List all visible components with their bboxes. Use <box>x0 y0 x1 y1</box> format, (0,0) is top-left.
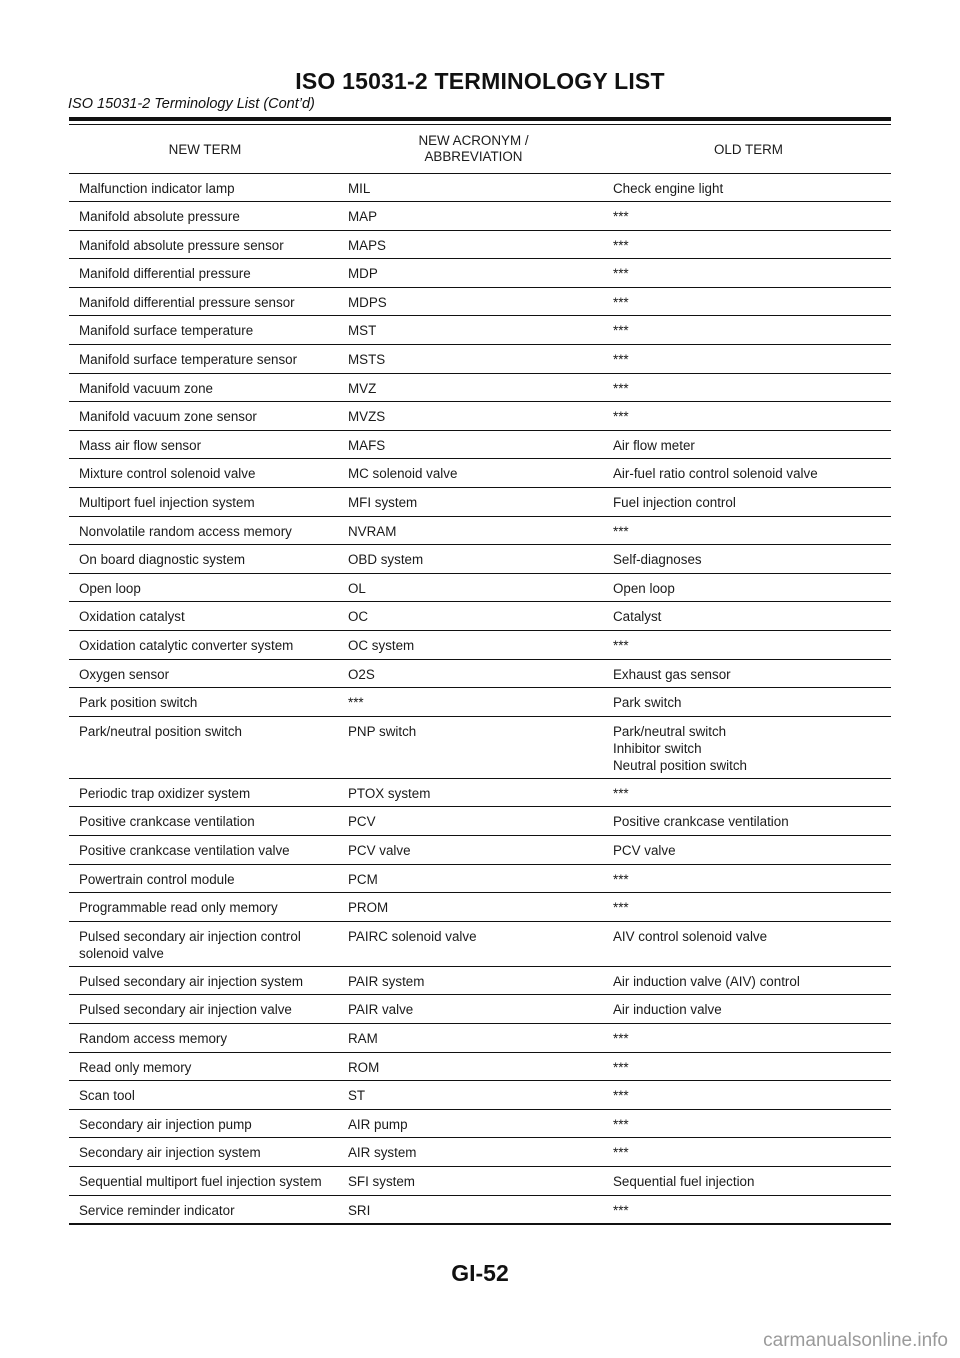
table-row <box>69 893 891 922</box>
cell-old-term: *** <box>606 259 891 288</box>
cell-new-term: Park position switch <box>69 688 341 717</box>
cell-old-term: Air induction valve (AIV) control <box>606 966 891 995</box>
cell-new-acronym: O2S <box>341 659 606 688</box>
cell-old-term: AIV control solenoid valve <box>606 921 891 966</box>
cell-new-acronym: MIL <box>341 173 606 202</box>
cell-new-acronym: OBD system <box>341 545 606 574</box>
table-row <box>69 631 891 660</box>
cell-old-term: *** <box>606 345 891 374</box>
cell-old-term: *** <box>606 202 891 231</box>
cell-new-term: Manifold surface temperature sensor <box>69 345 341 374</box>
cell-new-acronym: OC system <box>341 631 606 660</box>
column-header-old-term: OLD TERM <box>606 126 891 173</box>
cell-new-acronym: SRI <box>341 1195 606 1224</box>
header-rule <box>69 117 891 121</box>
cell-old-term: *** <box>606 402 891 431</box>
cell-new-term: Nonvolatile random access memory <box>69 516 341 545</box>
table-row <box>69 287 891 316</box>
cell-new-acronym: AIR pump <box>341 1109 606 1138</box>
cell-new-term: Multiport fuel injection system <box>69 488 341 517</box>
cell-new-term: Programmable read only memory <box>69 893 341 922</box>
cell-new-acronym: ROM <box>341 1052 606 1081</box>
cell-new-term: Read only memory <box>69 1052 341 1081</box>
cell-old-term: *** <box>606 1023 891 1052</box>
cell-new-term: Positive crankcase ventilation <box>69 807 341 836</box>
cell-new-term: Park/neutral position switch <box>69 716 341 778</box>
watermark: carmanualsonline.info <box>763 1330 948 1351</box>
table-row <box>69 688 891 717</box>
table-row <box>69 835 891 864</box>
cell-new-term: Secondary air injection system <box>69 1138 341 1167</box>
cell-new-term: Manifold differential pressure <box>69 259 341 288</box>
cell-old-term: Catalyst <box>606 602 891 631</box>
cell-old-term: Sequential fuel injection <box>606 1166 891 1195</box>
cell-old-term: *** <box>606 864 891 893</box>
cell-old-term: *** <box>606 631 891 660</box>
cell-new-term: Service reminder indicator <box>69 1195 341 1224</box>
cell-new-acronym: MDPS <box>341 287 606 316</box>
cell-old-term: *** <box>606 778 891 807</box>
table-body <box>69 173 891 1224</box>
cell-new-term: Manifold surface temperature <box>69 316 341 345</box>
table-row <box>69 602 891 631</box>
cell-new-term: Malfunction indicator lamp <box>69 173 341 202</box>
cell-new-acronym: MVZ <box>341 373 606 402</box>
table-row <box>69 1166 891 1195</box>
table-row <box>69 173 891 202</box>
cell-old-term: *** <box>606 1081 891 1110</box>
cell-new-acronym: MC solenoid valve <box>341 459 606 488</box>
cell-new-acronym: PROM <box>341 893 606 922</box>
table-row <box>69 1109 891 1138</box>
cell-old-term: *** <box>606 287 891 316</box>
cell-new-term: Periodic trap oxidizer system <box>69 778 341 807</box>
header-rule-thin <box>69 124 891 125</box>
table-row <box>69 807 891 836</box>
cell-new-term: Pulsed secondary air injection control solenoid valve <box>69 921 341 966</box>
cell-old-term: *** <box>606 516 891 545</box>
cell-old-term: *** <box>606 316 891 345</box>
table-row <box>69 864 891 893</box>
table-row <box>69 459 891 488</box>
cell-new-acronym: RAM <box>341 1023 606 1052</box>
cell-new-acronym: MAFS <box>341 430 606 459</box>
cell-old-term: Air induction valve <box>606 995 891 1024</box>
cell-new-term: Manifold vacuum zone sensor <box>69 402 341 431</box>
cell-new-term: Oxidation catalytic converter system <box>69 631 341 660</box>
cell-new-acronym: PCV <box>341 807 606 836</box>
table-row <box>69 778 891 807</box>
cell-new-term: Manifold absolute pressure sensor <box>69 230 341 259</box>
cell-new-acronym: PCM <box>341 864 606 893</box>
cell-new-term: Secondary air injection pump <box>69 1109 341 1138</box>
table-row <box>69 545 891 574</box>
table-row <box>69 995 891 1024</box>
cell-new-acronym: MAP <box>341 202 606 231</box>
table-row <box>69 921 891 966</box>
page-number: GI-52 <box>451 1260 509 1286</box>
cell-new-acronym: MVZS <box>341 402 606 431</box>
table-row <box>69 316 891 345</box>
table-row <box>69 345 891 374</box>
cell-new-acronym: MST <box>341 316 606 345</box>
table-row <box>69 488 891 517</box>
cell-old-term: *** <box>606 373 891 402</box>
table-row <box>69 573 891 602</box>
cell-new-acronym: MAPS <box>341 230 606 259</box>
cell-old-term: *** <box>606 1195 891 1224</box>
column-header-new-term: NEW TERM <box>69 126 341 173</box>
table-row <box>69 1023 891 1052</box>
cell-new-acronym: *** <box>341 688 606 717</box>
cell-new-term: Open loop <box>69 573 341 602</box>
cell-new-acronym: MFI system <box>341 488 606 517</box>
cell-old-term: PCV valve <box>606 835 891 864</box>
table-row <box>69 202 891 231</box>
table-row <box>69 516 891 545</box>
cell-new-acronym: SFI system <box>341 1166 606 1195</box>
cell-new-term: Positive crankcase ventilation valve <box>69 835 341 864</box>
table-row <box>69 402 891 431</box>
cell-new-term: Pulsed secondary air injection valve <box>69 995 341 1024</box>
table-row <box>69 1138 891 1167</box>
cell-new-acronym: MDP <box>341 259 606 288</box>
cell-new-acronym: PAIR valve <box>341 995 606 1024</box>
cell-new-term: Oxidation catalyst <box>69 602 341 631</box>
cell-old-term: *** <box>606 1052 891 1081</box>
cell-old-term: Open loop <box>606 573 891 602</box>
cell-new-acronym: PCV valve <box>341 835 606 864</box>
cell-old-term: Air flow meter <box>606 430 891 459</box>
cell-new-acronym: PNP switch <box>341 716 606 778</box>
cell-old-term: Park switch <box>606 688 891 717</box>
cell-new-acronym: PTOX system <box>341 778 606 807</box>
cell-old-term: Positive crankcase ventilation <box>606 807 891 836</box>
cell-new-acronym: OL <box>341 573 606 602</box>
cell-old-term: Check engine light <box>606 173 891 202</box>
page-subtitle: ISO 15031-2 Terminology List (Cont’d) <box>68 96 315 112</box>
table-row <box>69 1081 891 1110</box>
table-row <box>69 430 891 459</box>
page-title: ISO 15031-2 TERMINOLOGY LIST <box>295 68 665 94</box>
table-row <box>69 373 891 402</box>
cell-new-term: Oxygen sensor <box>69 659 341 688</box>
table-header <box>69 126 891 173</box>
cell-old-term: Self-diagnoses <box>606 545 891 574</box>
table-row <box>69 230 891 259</box>
cell-old-term: Park/neutral switch Inhibitor switch Neutral position switch <box>606 716 891 778</box>
cell-new-term: Mass air flow sensor <box>69 430 341 459</box>
table-row <box>69 659 891 688</box>
cell-old-term: *** <box>606 893 891 922</box>
cell-new-acronym: ST <box>341 1081 606 1110</box>
cell-new-term: Manifold absolute pressure <box>69 202 341 231</box>
cell-new-term: On board diagnostic system <box>69 545 341 574</box>
cell-old-term: Exhaust gas sensor <box>606 659 891 688</box>
cell-old-term: Air-fuel ratio control solenoid valve <box>606 459 891 488</box>
cell-new-term: Scan tool <box>69 1081 341 1110</box>
cell-new-term: Sequential multiport fuel injection system <box>69 1166 341 1195</box>
cell-old-term: *** <box>606 230 891 259</box>
table-row <box>69 1195 891 1224</box>
cell-new-term: Manifold differential pressure sensor <box>69 287 341 316</box>
cell-old-term: *** <box>606 1109 891 1138</box>
cell-new-acronym: NVRAM <box>341 516 606 545</box>
cell-old-term: *** <box>606 1138 891 1167</box>
column-header-new-acronym: NEW ACRONYM / ABBREVIATION <box>341 126 606 173</box>
table-row <box>69 966 891 995</box>
table-row <box>69 259 891 288</box>
terminology-table <box>69 126 891 1225</box>
cell-new-acronym: PAIR system <box>341 966 606 995</box>
cell-new-term: Mixture control solenoid valve <box>69 459 341 488</box>
cell-new-acronym: OC <box>341 602 606 631</box>
cell-new-term: Manifold vacuum zone <box>69 373 341 402</box>
cell-new-acronym: MSTS <box>341 345 606 374</box>
cell-old-term: Fuel injection control <box>606 488 891 517</box>
table-row <box>69 716 891 778</box>
table-row <box>69 1052 891 1081</box>
cell-new-term: Powertrain control module <box>69 864 341 893</box>
cell-new-term: Random access memory <box>69 1023 341 1052</box>
cell-new-acronym: PAIRC solenoid valve <box>341 921 606 966</box>
cell-new-term: Pulsed secondary air injection system <box>69 966 341 995</box>
cell-new-acronym: AIR system <box>341 1138 606 1167</box>
